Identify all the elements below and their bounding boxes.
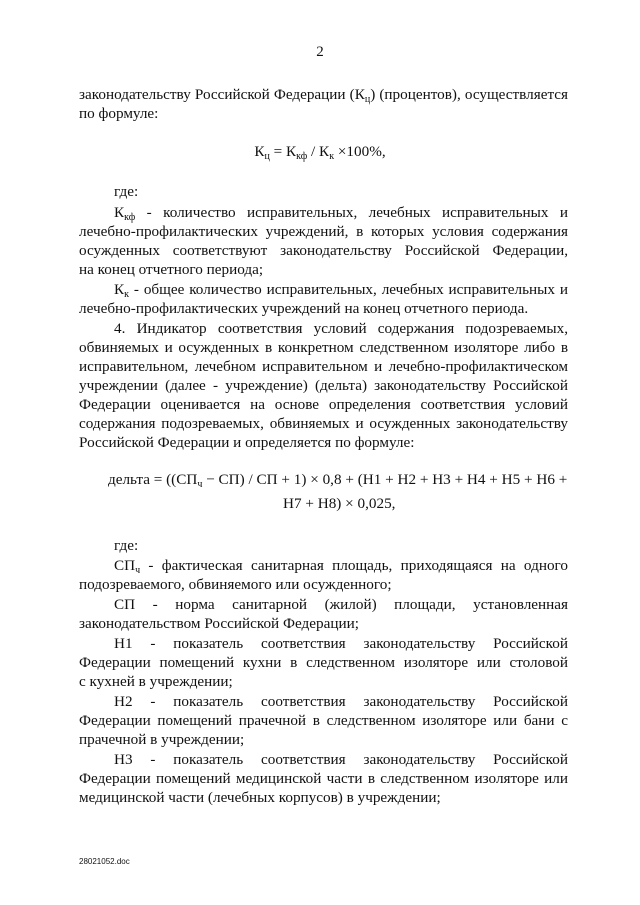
paragraph-line [79,85,568,104]
paragraph-line: законодательством Российской Федерации; [79,615,359,632]
formula-delta-line2: Н7 + Н8) × 0,025, [283,495,396,512]
definition-sp-ch: $СП_ч$ - фактическая санитарная площадь, приходящаяся на одного [114,557,568,576]
paragraph-line: с кухней в учреждении; [79,673,233,690]
paragraph-line: Федерации помещений медицинской части в следственном изоляторе или [79,770,568,787]
subscript: ц [364,94,371,105]
paragraph-line: содержания подозреваемых, обвиняемых и осужденных законодательству [79,415,568,432]
paragraph-line: учреждении (далее - учреждение) (дельта) законодательству Российской [79,377,568,394]
paragraph-line: Федерации помещений прачечной в следственном изоляторе или бани с [79,712,568,729]
where-label: где: [114,537,139,554]
formula-delta-line1: дельта = ($(СП_ч - СП)$ / СП + 1) × 0,8 + (Н1 + Н2 + Н3 + Н4 + Н5 + Н6 + [108,471,568,490]
text: законодательству Российской Федерации (К [79,86,365,103]
paragraph-line: 4. Индикатор соответствия условий содержания подозреваемых, [114,320,568,337]
paragraph-line: осужденных соответствуют законодательству Российской Федерации, [79,242,568,259]
text: ) (процентов), осуществляется [370,86,568,103]
paragraph-line: Российской Федерации и определяется по формуле: [79,434,415,451]
definition-h2: Н2 - показатель соответствия законодательству Российской [114,693,568,710]
paragraph-line: по формуле: [79,105,159,122]
definition-h3: Н3 - показатель соответствия законодательству Российской [114,751,568,768]
paragraph-line: исправительном, лечебном исправительном и лечебно-профилактическом [79,358,568,375]
paragraph-line: Федерации помещений кухни в следственном изоляторе или столовой [79,654,568,671]
paragraph-line: прачечной в учреждении; [79,731,245,748]
definition-k-kf: $К_{кф}$ - количество исправительных, лечебных исправительных и [114,204,568,223]
where-label: где: [114,183,139,200]
definition-h1: Н1 - показатель соответствия законодательству Российской [114,635,568,652]
paragraph-line: обвиняемых и осужденных в конкретном следственном изоляторе либо в [79,339,568,356]
paragraph-line: медицинской части (лечебных корпусов) в учреждении; [79,789,441,806]
paragraph-line: на конец отчетного периода; [79,261,264,278]
file-name-footer: 28021052.doc [79,857,130,866]
paragraph-line: лечебно-профилактических учреждений, в которых условия содержания [79,223,568,240]
definition-sp: СП - норма санитарной (жилой) площади, установленная [114,596,568,613]
paragraph-line: лечебно-профилактических учреждений на конец отчетного периода. [79,300,529,317]
paragraph-line: Федерации оценивается на основе определения соответствия условий [79,396,568,413]
page-number: 2 [316,44,324,60]
definition-k-k: $К_к$ - общее количество исправительных, лечебных исправительных и [114,281,568,300]
paragraph-line: подозреваемого, обвиняемого или осужденного; [79,576,392,593]
formula-k-c: $К_ц = К_{кф} / К_к \times 100\%$, [254,143,386,162]
